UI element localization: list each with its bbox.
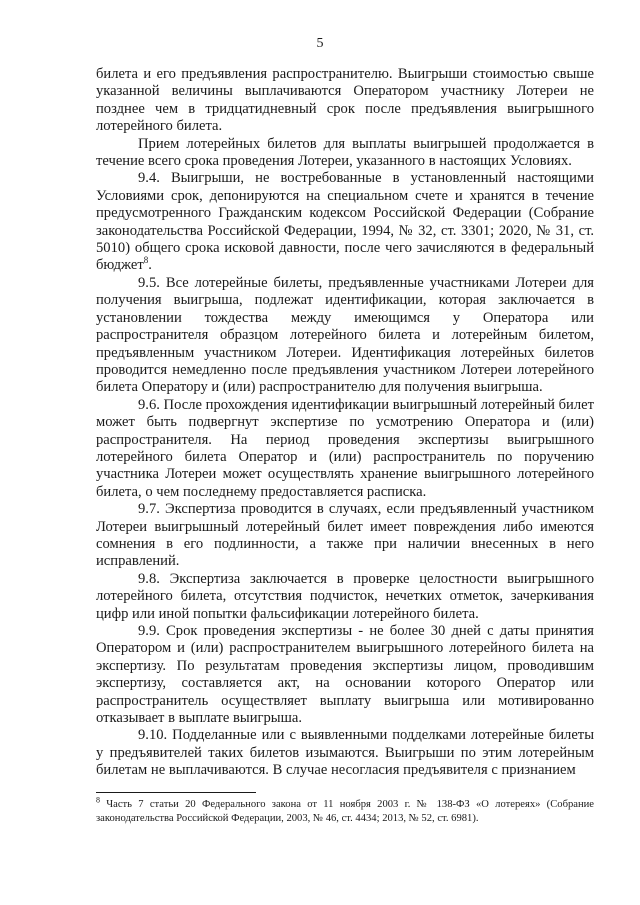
paragraph-9-8: 9.8. Экспертиза заключается в проверке целостности выигрышного лотерейного билета, отсутствия подчисток, нечетких отметок, зачеркивания цифр или иной попытки фальсификации лотерейного билета. xyxy=(96,570,594,622)
footnote xyxy=(96,795,594,826)
paragraph-9-7: 9.7. Экспертиза проводится в случаях, если предъявленный участником Лотереи выигрышный лотерейный билет имеет повреждения либо имеются сомнения в его подлинности, а также при наличии внесенных в него исправлений. xyxy=(96,501,594,570)
paragraph-9-9: 9.9. Срок проведения экспертизы - не более 30 дней с даты принятия Оператором и (или) распространителем выигрышного лотерейного билета на экспертизу. По результатам проведения экспертизы лицом, проводившим экспертизу, составляется акт, на основании которого Оператор или распространитель осуществляет выплату выигрыша или мотивированно отказывает в выплате выигрыша. xyxy=(96,623,594,727)
paragraph-continuation: билета и его предъявления распространителю. Выигрыши стоимостью свыше указанной величины выплачиваются Оператором участнику Лотереи не позднее чем в тридцатидневный срок после предъявления выигрышного лотерейного билета. xyxy=(96,66,594,135)
paragraph-9-4-text: 9.4. Выигрыши, не востребованные в установленный настоящими Условиями срок, депонируются на специальном счете и хранятся в течение предусмотренного Гражданским кодексом Российской Федерации (Собрание законодательства Российской Федерации, 1994, № 32, ст. 3301; 2020, № 31, ст. 5010) общего срока исковой давности, после чего зачисляются в федеральный бюджет xyxy=(96,170,594,274)
page-number: 5 xyxy=(316,36,324,51)
paragraph-9-4 xyxy=(96,170,594,274)
footnote-mark: 8 xyxy=(96,795,100,805)
footnote-divider xyxy=(96,792,256,793)
paragraph-9-6: 9.6. После прохождения идентификации выигрышный лотерейный билет может быть подвергнут экспертизе по усмотрению Оператора и (или) распространителя. На период проведения экспертизы выигрышного лотерейного билета Оператор и (или) распространитель по поручению участника Лотереи может осуществлять хранение выигрышного лотерейного билета, о чем последнему предоставляется расписка. xyxy=(96,396,594,500)
footnote-reference: 8 xyxy=(143,255,149,266)
paragraph-9-10: 9.10. Подделанные или с выявленными подделками лотерейные билеты у предъявителей таких билетов изымаются. Выигрыши по этим лотерейным билетам не выплачиваются. В случае несогласия предъявителя с признанием xyxy=(96,727,594,779)
paragraph-9-4-tail: . xyxy=(148,257,152,274)
document-body xyxy=(96,66,594,780)
footnote-text: Часть 7 статьи 20 Федерального закона от 11 ноября 2003 г. № 138-ФЗ «О лотереях» (Собрание законодательства Российской Федерации, 2003, № 46, ст. 4434; 2013, № 52, ст. 6981). xyxy=(96,799,594,824)
paragraph-9-5: 9.5. Все лотерейные билеты, предъявленные участниками Лотереи для получения выигрыша, подлежат идентификации, которая заключается в установлении тождества между имеющимся у Оператора или распространителя образцом лотерейного билета и лотерейным билетом, предъявленным участником Лотереи. Идентификация лотерейных билетов проводится немедленно после предъявления участником Лотереи лотерейного билета Оператору и (или) распространителю для получения выигрыша. xyxy=(96,274,594,396)
paragraph-ticket-reception: Прием лотерейных билетов для выплаты выигрышей продолжается в течение всего срока проведения Лотереи, указанного в настоящих Условиях. xyxy=(96,135,594,170)
